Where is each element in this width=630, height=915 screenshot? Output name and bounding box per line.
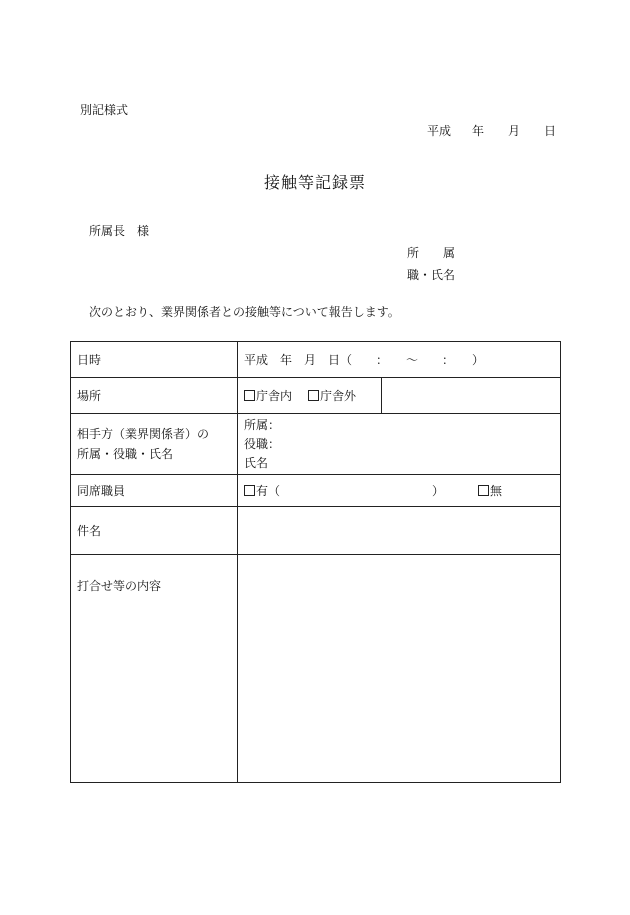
party-label-line2: 所属・役職・氏名 [77, 447, 174, 461]
checkbox-icon[interactable] [244, 485, 255, 496]
place-detail-field[interactable] [382, 378, 560, 413]
place-inside-label: 庁舎内 [256, 389, 293, 403]
date-year: 年 [472, 124, 485, 138]
content-label: 打合せ等の内容 [71, 555, 238, 783]
date-month: 月 [508, 124, 521, 138]
datetime-value[interactable]: 平成 年 月 日（ ： 〜 ： ） [238, 342, 561, 378]
row-subject [71, 507, 561, 555]
datetime-label: 日時 [71, 342, 238, 378]
place-label: 場所 [71, 378, 238, 414]
row-content [71, 555, 561, 783]
sender-affiliation: 所 属 [407, 246, 456, 260]
addressee: 所属長 様 [89, 224, 150, 238]
record-table [70, 341, 561, 783]
intro-text: 次のとおり、業界関係者との接触等について報告します。 [89, 305, 400, 319]
attendees-yes-label: 有（ [256, 484, 281, 498]
row-party [71, 414, 561, 475]
page-title: 接触等記録票 [263, 173, 366, 192]
party-name: 氏名 [244, 455, 269, 470]
party-position: 役職： [244, 436, 281, 451]
date-era: 平成 [427, 124, 452, 138]
attendees-yes-close: ） [432, 484, 445, 498]
party-label-line1: 相手方（業界関係者）の [77, 427, 210, 441]
form-type-label: 別記様式 [80, 103, 129, 117]
row-datetime [71, 342, 561, 378]
checkbox-icon[interactable] [308, 390, 319, 401]
attendees-label: 同席職員 [71, 475, 238, 507]
place-options [238, 378, 382, 413]
attendees-yes-option[interactable] [244, 484, 280, 498]
checkbox-icon[interactable] [478, 485, 489, 496]
place-outside-option[interactable] [308, 387, 356, 404]
sender-name: 職・氏名 [407, 268, 456, 282]
place-inside-option[interactable] [244, 387, 292, 404]
attendees-no-label: 無 [490, 484, 503, 498]
party-label [71, 414, 238, 475]
checkbox-icon[interactable] [244, 390, 255, 401]
party-affiliation: 所属： [244, 417, 281, 432]
row-attendees [71, 475, 561, 507]
attendees-value [238, 475, 561, 507]
content-field[interactable] [238, 555, 561, 783]
date-header [427, 122, 556, 139]
party-value[interactable] [238, 414, 561, 475]
attendees-no-option[interactable] [478, 484, 502, 498]
sender-block [407, 242, 455, 286]
date-day: 日 [544, 124, 557, 138]
row-place [71, 378, 561, 414]
subject-label: 件名 [71, 507, 238, 555]
subject-field[interactable] [238, 507, 561, 555]
place-cell [238, 378, 561, 414]
place-outside-label: 庁舎外 [320, 389, 357, 403]
